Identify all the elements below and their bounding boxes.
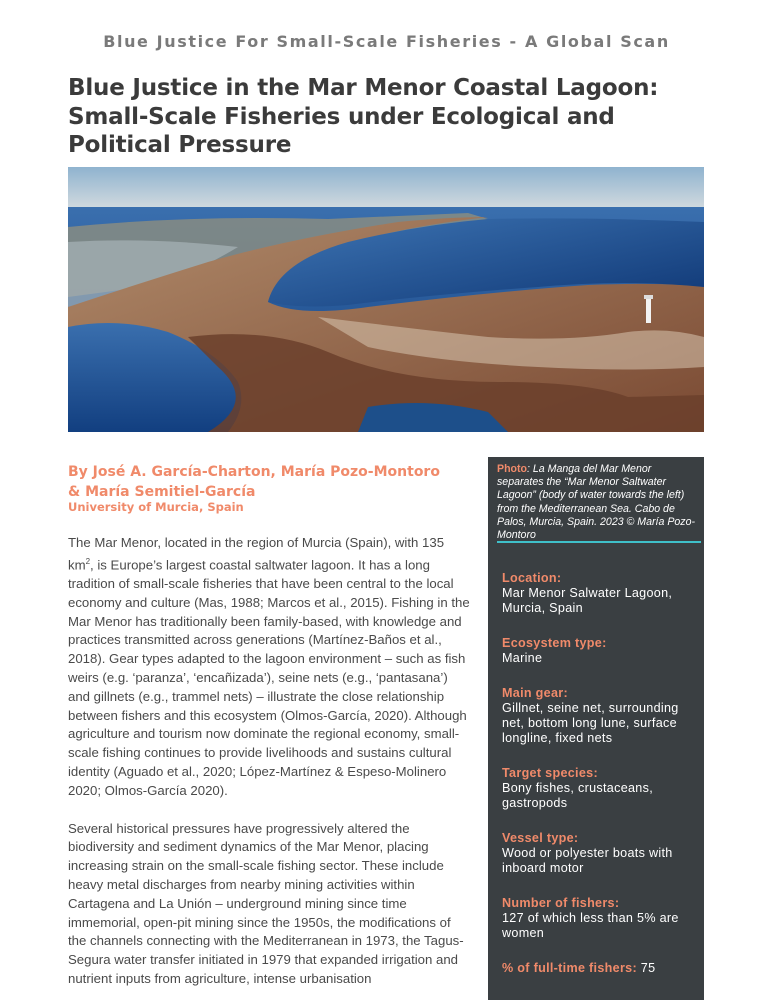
fact-main-gear bbox=[502, 686, 698, 746]
authors: By José A. García-Charton, María Pozo-Montoro & María Semitiel-García bbox=[68, 464, 440, 500]
fact-label: Location: bbox=[502, 571, 562, 585]
caption-text: : La Manga del Mar Menor separates the “Mar Menor Saltwater Lagoon” (body of water towards the left) from the Mediterranean Sea. Cabo de Palos, Murcia, Spain. 2023 © María Pozo-Montoro bbox=[497, 463, 695, 542]
fact-list bbox=[502, 571, 698, 996]
fact-number-of-fishers bbox=[502, 896, 698, 941]
fact-full-time-fishers bbox=[502, 961, 698, 976]
fact-label: % of full-time fishers: bbox=[502, 961, 637, 975]
body-paragraph-1-part-b: , is Europe’s largest coastal saltwater lagoon. It has a long tradition of small-scale fisheries that have been central to the local economy and culture (Mas, 1988; Marcos et al., 2015). Fishing in the Mar Menor has traditionally been family-based, with knowledge and practices transmitted across generations (Martínez-Baños et al., 2018). Gear types adapted to the lagoon environment – such as fish weirs (e.g. ‘paranza’, ‘encañizada’), seine nets (e.g., ‘pantasana’) and gillnets (e.g., trammel nets) – illustrate the close relationship between fishers and this ecosystem (Olmos-García, 2020). Although agriculture and tourism now dominate the regional economy, small-scale fishing continues to provide livelihoods and sustains cultural identity (Aguado et al., 2020; López-Martínez & Espeso-Molinero 2020; Olmos-García 2020). bbox=[68, 557, 470, 798]
page-title: Blue Justice in the Mar Menor Coastal Lagoon: Small-Scale Fisheries under Ecological and Political Pressure bbox=[68, 75, 659, 158]
body-paragraph-2: Several historical pressures have progressively altered the biodiversity and sediment dynamics of the Mar Menor, placing increasing strain on the small-scale fishing sector. These include heavy metal discharges from nearby mining activities within Cartagena and La Unión – underground mining since time immemorial, open-pit mining since the 1950s, the modifications of the channels connecting with the Mediterranean in 1973, the Tagus-Segura water transfer initiated in 1979 that expanded irrigation and nutrient inputs from agriculture, intense urbanisation bbox=[68, 820, 464, 986]
lagoon-aerial-photo-icon bbox=[68, 167, 704, 432]
fact-label: Main gear: bbox=[502, 686, 568, 700]
fact-value: 75 bbox=[640, 961, 656, 975]
fact-value: Wood or polyester boats with inboard motor bbox=[502, 846, 673, 875]
superscript: 2 bbox=[85, 556, 91, 566]
fact-location bbox=[502, 571, 698, 616]
fact-target-species bbox=[502, 766, 698, 811]
fact-value: Gillnet, seine net, surrounding net, bottom long lune, surface longline, fixed nets bbox=[502, 701, 679, 745]
fact-label: Ecosystem type: bbox=[502, 636, 607, 650]
fact-label: Target species: bbox=[502, 766, 598, 780]
fact-sidebar bbox=[488, 457, 704, 1000]
caption-divider bbox=[497, 541, 701, 543]
fact-value: Mar Menor Salwater Lagoon, Murcia, Spain bbox=[502, 586, 673, 615]
article-body bbox=[68, 534, 470, 989]
fact-value: Bony fishes, crustaceans, gastropods bbox=[502, 781, 653, 810]
photo-caption bbox=[497, 463, 697, 542]
fact-label: Number of fishers: bbox=[502, 896, 620, 910]
hero-photo bbox=[68, 167, 704, 432]
fact-vessel-type bbox=[502, 831, 698, 876]
body-paragraph-1-part-a: The Mar Menor, located in the region of Murcia (Spain), with 135 km bbox=[68, 535, 445, 573]
series-title: Blue Justice For Small-Scale Fisheries - A Global Scan bbox=[103, 32, 670, 51]
affiliation: University of Murcia, Spain bbox=[68, 500, 244, 514]
fact-value: Marine bbox=[502, 651, 543, 665]
fact-ecosystem bbox=[502, 636, 698, 666]
body-paragraph-1 bbox=[68, 534, 470, 801]
caption-label: Photo bbox=[497, 463, 528, 475]
fact-label: Vessel type: bbox=[502, 831, 579, 845]
fact-value: 127 of which less than 5% are women bbox=[502, 911, 679, 940]
